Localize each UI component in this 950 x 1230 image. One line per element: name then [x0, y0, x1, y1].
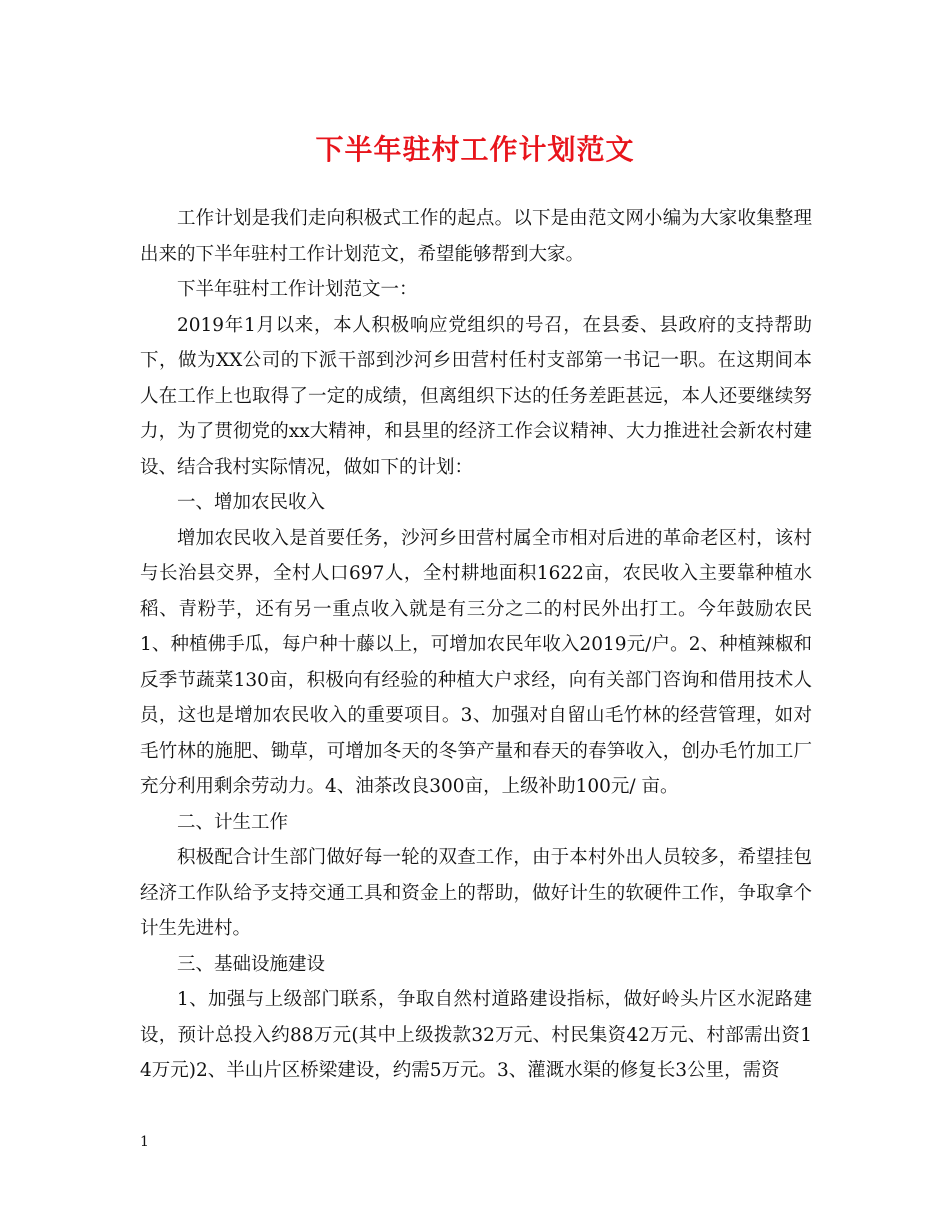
document-body [140, 201, 812, 1089]
section-heading-example-one: 下半年驻村工作计划范文一： [177, 279, 418, 300]
intro-paragraph: 工作计划是我们走向积极式工作的起点。以下是由范文网小编为大家收集整理出来的下半年驻村工作计划范文，希望能够帮到大家。 [140, 208, 812, 265]
page-number: 1 [140, 1134, 149, 1150]
background-paragraph: 2019年1月以来，本人积极响应党组织的号召，在县委、县政府的支持帮助下，做为XX公司的下派干部到沙河乡田营村任村支部第一书记一职。在这期间本人在工作上也取得了一定的成绩，但离组织下达的任务差距甚远，本人还要继续努力，为了贯彻党的xx大精神，和县里的经济工作会议精神、大力推进社会新农村建设、结合我村实际情况，做如下的计划： [140, 314, 812, 478]
section-heading-income: 一、增加农民收入 [177, 492, 326, 513]
document-title: 下半年驻村工作计划范文 [315, 133, 635, 166]
infrastructure-paragraph: 1、加强与上级部门联系，争取自然村道路建设指标，做好岭头片区水泥路建设，预计总投入约88万元(其中上级拨款32万元、村民集资42万元、村部需出资14万元)2、半山片区桥梁建设，约需5万元。3、灌溉水渠的修复长3公里，需资 [140, 989, 812, 1081]
family-planning-paragraph: 积极配合计生部门做好每一轮的双查工作，由于本村外出人员较多，希望挂包经济工作队给予支持交通工具和资金上的帮助，做好计生的软硬件工作，争取拿个计生先进村。 [140, 847, 812, 939]
income-paragraph: 增加农民收入是首要任务，沙河乡田营村属全市相对后进的革命老区村，该村与长治县交界，全村人口697人，全村耕地面积1622亩，农民收入主要靠种植水稻、青粉芋，还有另一重点收入就是有三分之二的村民外出打工。今年鼓励农民1、种植佛手瓜，每户种十藤以上，可增加农民年收入2019元/户。2、种植辣椒和反季节蔬菜130亩，积极向有经验的种植大户求经，向有关部门咨询和借用技术人员，这也是增加农民收入的重要项目。3、加强对自留山毛竹林的经营管理，如对毛竹林的施肥、锄草，可增加冬天的冬笋产量和春天的春笋收入，创办毛竹加工厂充分利用剩余劳动力。4、油茶改良300亩，上级补助100元/ 亩。 [140, 527, 812, 797]
section-heading-family-planning: 二、计生工作 [177, 811, 289, 833]
section-heading-infrastructure: 三、基础设施建设 [177, 953, 326, 975]
